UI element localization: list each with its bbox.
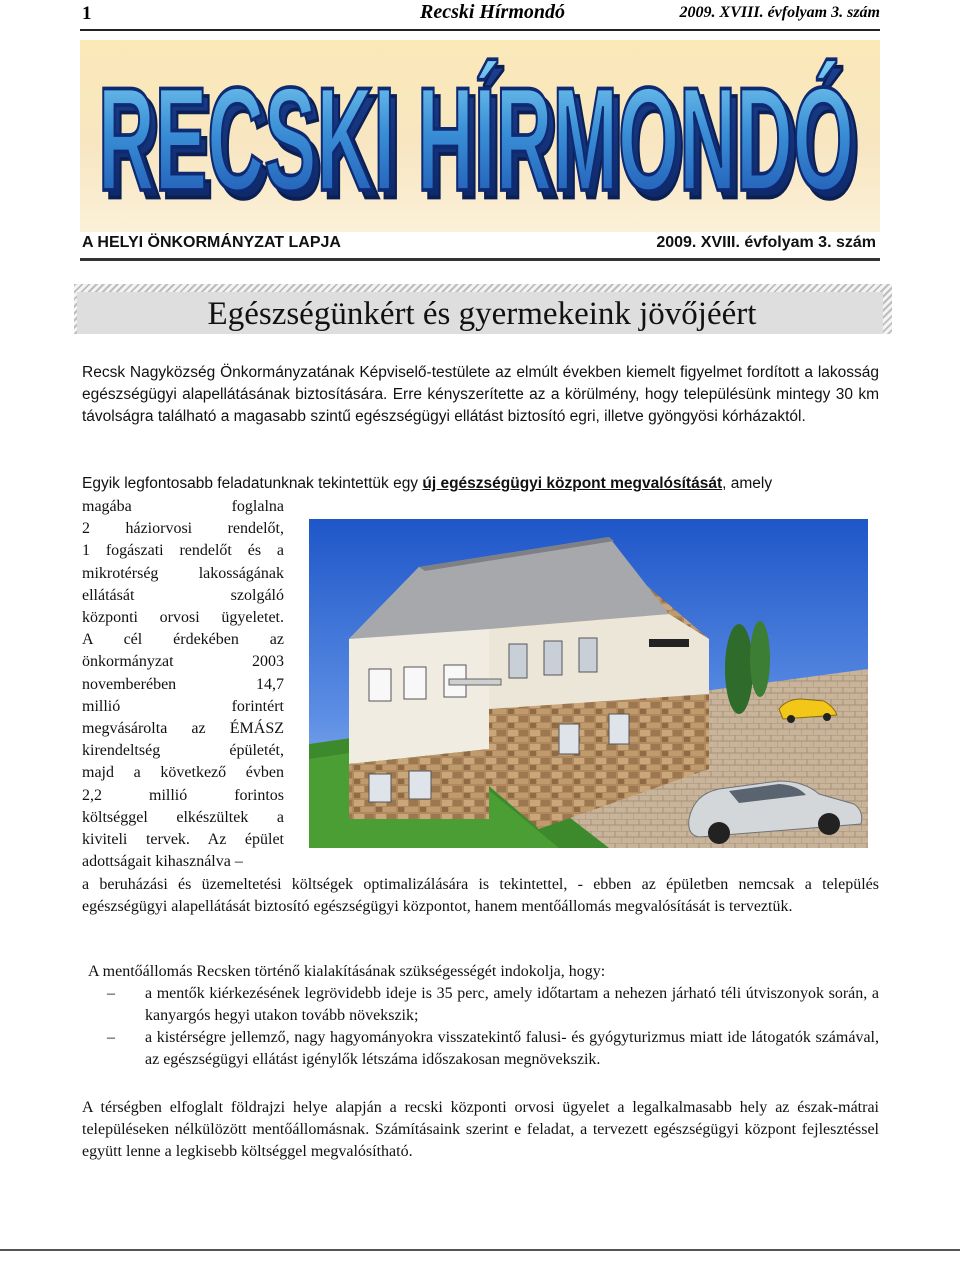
subtitle-left: A HELYI ÖNKORMÁNYZAT LAPJA	[82, 234, 341, 251]
reasons-list	[82, 983, 879, 1071]
wrap-line: kiviteli tervek. Az épület	[82, 831, 284, 849]
article-title: Egészségünkért és gyermekeink jövőjéért	[207, 296, 757, 332]
masthead-subtitle	[80, 232, 880, 256]
wrap-line: kirendeltség épületét,	[82, 742, 284, 760]
wrap-line: A cél érdekében az	[82, 631, 284, 649]
wrap-line: önkormányzat 2003	[82, 653, 284, 671]
wrap-line: adottságait kihasználva –	[82, 853, 243, 871]
footer-band	[0, 1251, 960, 1261]
paragraph-4: A térségben elfoglalt földrajzi helye alapján a recski központi orvosi ügyelet a legalkalmasabb hely az észak-mátrai településeken nélkülözött mentőállomásnak. Számításaink szerint e feladat, a tervezett egészségügyi központ fejlesztéssel együtt lenne a legkisebb költséggel megvalósítható.	[82, 1099, 879, 1160]
header-rule	[80, 29, 880, 31]
wrap-line: 1 fogászati rendelőt és a	[82, 542, 284, 560]
p2-lead: Egyik legfontosabb feladatunknak tekintettük egy	[82, 475, 423, 492]
masthead-logo	[80, 40, 880, 232]
wrap-line: költséggel elkészültek a	[82, 808, 284, 826]
wrap-line: megvásárolta az ÉMÁSZ	[82, 720, 284, 738]
dash-marker: –	[107, 1029, 115, 1046]
wrap-line: mikrotérség lakosságának	[82, 564, 284, 582]
list-item	[82, 983, 879, 1027]
list-item-text: a kistérségre jellemző, nagy hagyományokra visszatekintő falusi- és gyógyturizmus miatt ide látogatók számával, az egészségügyi ellátást igénylők létszáma időszakosan megnövekszik.	[145, 1029, 879, 1068]
list-item-text: a mentők kiérkezésének legrövidebb ideje is 35 perc, amely időtartam a nehezen járható téli útviszonyok során, a kanyargós hegyi utakon tovább növekszik;	[145, 985, 879, 1024]
p2-lead-end: , amely	[722, 475, 773, 492]
p2-emphasis: új egészségügyi központ megvalósítását	[422, 475, 723, 492]
running-header	[80, 0, 880, 28]
wrap-line: millió forintért	[82, 697, 284, 715]
subtitle-rule	[80, 258, 880, 261]
wrap-line: 2,2 millió forintos	[82, 786, 284, 804]
building-render	[309, 519, 868, 848]
wrap-line: majd a következő évben	[82, 764, 284, 782]
wrap-line: magába foglalna	[82, 498, 284, 515]
intro-paragraph: Recsk Nagyközség Önkormányzatának Képviselő-testülete az elmúlt években kiemelt figyelmet fordított a lakosság egészségügyi alapellátásának biztosítására. Erre kényszerítette az a körülmény, hogy településünk mintegy 30 km távolságra található a magasabb szintű egészségügyi ellátást biztosító egri, illetve gyöngyösi kórházaktól.	[82, 364, 879, 425]
logo-text: RECSKI HÍRMONDÓ	[97, 57, 854, 223]
subtitle-right: 2009. XVIII. évfolyam 3. szám	[656, 234, 876, 251]
dash-marker: –	[107, 985, 115, 1002]
issue-label: 2009. XVIII. évfolyam 3. szám	[679, 4, 880, 21]
publication-name: Recski Hírmondó	[420, 1, 566, 23]
wrapped-text-column	[82, 496, 284, 873]
wrap-line: 2 háziorvosi rendelőt,	[82, 520, 284, 538]
paragraph-2-continued: a beruházási és üzemeltetési költségek optimalizálására is tekintettel, - ebben az épületben nemcsak a település egészségügyi alapellátását biztosító egészségügyi központot, hanem mentőállomás megvalósítását is terveztük.	[82, 876, 879, 915]
masthead-logo-art	[80, 40, 880, 232]
wrap-line: novemberében 14,7	[82, 675, 284, 693]
article-title-box	[74, 284, 892, 334]
paragraph-3-intro: A mentőállomás Recsken történő kialakításának szükségességét indokolja, hogy:	[88, 963, 606, 980]
page-number: 1	[82, 3, 92, 24]
health-center-illustration	[309, 519, 868, 848]
paragraph-2-start	[82, 473, 879, 495]
wrap-line: központi orvosi ügyeletet.	[82, 609, 284, 627]
wrap-line: ellátását szolgáló	[82, 586, 284, 604]
logo-shadow: RECSKI HÍRMONDÓ	[103, 64, 860, 230]
list-item	[82, 1027, 879, 1071]
